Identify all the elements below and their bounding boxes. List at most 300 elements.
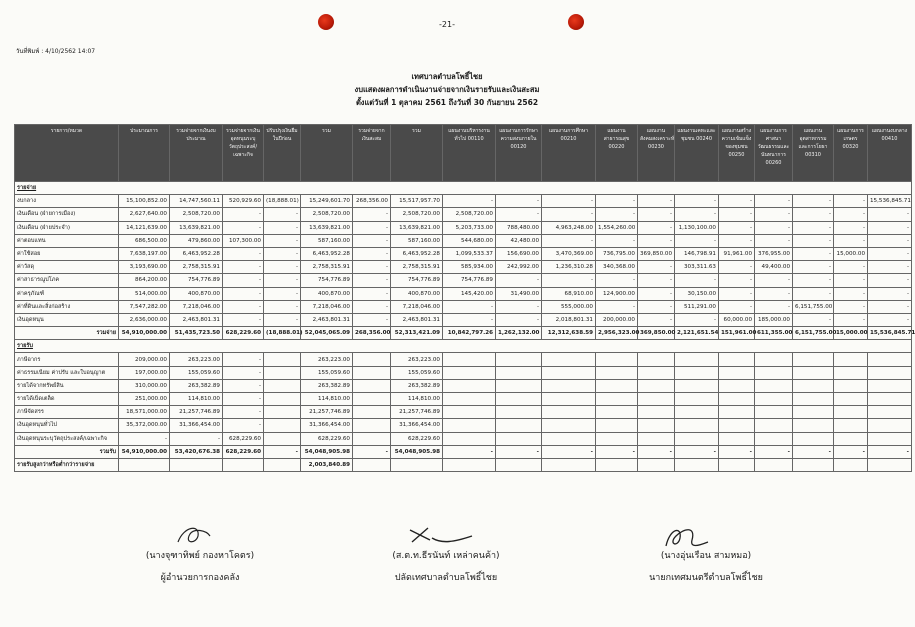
table-cell [353,458,391,471]
row-label: เงินอุดหนุน [15,313,119,326]
table-cell: 628,229.60 [223,327,264,340]
table-cell: 68,910.00 [542,287,596,300]
table-cell [264,366,301,379]
table-cell: 2,636,000.00 [119,313,170,326]
table-cell: - [638,313,675,326]
table-cell: 124,900.00 [596,287,638,300]
table-cell: - [596,208,638,221]
row-label: รายได้จากทรัพย์สิน [15,379,119,392]
table-cell: - [638,274,675,287]
table-cell: 10,842,797.26 [443,327,496,340]
table-cell [542,458,596,471]
table-cell [542,379,596,392]
table-cell: 479,860.00 [170,234,223,247]
table-cell: - [755,287,793,300]
column-header: รวม [301,125,353,182]
table-cell: - [264,287,301,300]
table-cell: - [353,247,391,260]
table-cell: - [596,234,638,247]
row-label: ค่าสาธารณูปโภค [15,274,119,287]
table-cell: 151,961.00 [719,327,755,340]
table-cell: - [542,208,596,221]
table-cell: 1,130,100.00 [675,221,719,234]
table-cell: 511,291.00 [675,300,719,313]
table-cell [755,353,793,366]
table-cell [264,379,301,392]
table-cell: 587,160.00 [301,234,353,247]
table-cell: 6,463,952.28 [170,247,223,260]
table-cell [834,353,868,366]
table-row [15,261,912,274]
table-cell: 310,000.00 [119,379,170,392]
table-cell: 263,382.89 [301,379,353,392]
row-label: ภาษีอากร [15,353,119,366]
table-cell [834,393,868,406]
table-cell: - [638,234,675,247]
table-cell: 587,160.00 [391,234,443,247]
table-cell: - [223,393,264,406]
table-cell: - [719,221,755,234]
table-cell: - [834,261,868,274]
table-cell: 686,500.00 [119,234,170,247]
table-cell [719,419,755,432]
table-cell: - [675,313,719,326]
table-cell: - [542,445,596,458]
table-cell: - [868,208,912,221]
table-cell [675,379,719,392]
table-cell: - [868,300,912,313]
table-cell: 1,554,260.00 [596,221,638,234]
table-cell: - [868,274,912,287]
table-cell: 520,929.60 [223,195,264,208]
table-row [15,274,912,287]
table-cell: - [755,300,793,313]
table-cell: 400,870.00 [301,287,353,300]
table-cell [793,379,834,392]
column-header: แผนงานสร้างความเข้มแข็งของชุมชน 00250 [719,125,755,182]
table-cell: - [223,247,264,260]
table-cell: - [264,221,301,234]
table-cell [793,406,834,419]
table-cell [755,458,793,471]
table-cell: - [353,445,391,458]
table-cell: - [353,208,391,221]
table-cell: 13,639,821.00 [391,221,443,234]
table-cell: - [638,208,675,221]
table-cell: 15,100,852.00 [119,195,170,208]
section-title: รายจ่าย [15,182,912,195]
table-cell: - [719,234,755,247]
table-cell: 31,366,454.00 [170,419,223,432]
table-cell: - [675,234,719,247]
table-cell: 209,000.00 [119,353,170,366]
table-cell [719,353,755,366]
table-cell: 2,018,801.31 [542,313,596,326]
table-cell: - [223,208,264,221]
table-cell [264,419,301,432]
table-cell [542,432,596,445]
table-row [15,195,912,208]
table-cell: 60,000.00 [719,313,755,326]
table-cell: - [223,406,264,419]
table-cell: - [443,300,496,313]
table-cell [391,458,443,471]
table-cell [496,379,542,392]
table-cell: 15,536,845.71 [868,195,912,208]
table-cell: - [638,195,675,208]
table-cell: 1,236,310.28 [542,261,596,274]
table-cell [496,419,542,432]
column-header: แผนงานสังคมสงเคราะห์ 00230 [638,125,675,182]
table-cell: 2,508,720.00 [170,208,223,221]
table-cell: 263,223.00 [391,353,443,366]
table-cell: 13,639,821.00 [301,221,353,234]
table-row [15,287,912,300]
column-header: ประมาณการ [119,125,170,182]
table-cell [223,458,264,471]
table-cell: - [264,247,301,260]
table-cell: 6,463,952.28 [391,247,443,260]
table-cell: - [223,419,264,432]
handwritten-signature [406,522,476,548]
table-cell [868,353,912,366]
table-cell: 15,249,601.70 [301,195,353,208]
table-cell: 155,059.60 [391,366,443,379]
table-cell: 263,382.89 [391,379,443,392]
column-header: รวม [391,125,443,182]
table-cell: 263,223.00 [170,353,223,366]
table-cell: 340,368.00 [596,261,638,274]
table-cell: 31,366,454.00 [391,419,443,432]
table-row [15,234,912,247]
row-label: ค่าใช้สอย [15,247,119,260]
expense-total-row [15,327,912,340]
table-cell: - [793,221,834,234]
table-cell: 31,490.00 [496,287,542,300]
table-cell: 15,000.00 [834,247,868,260]
table-cell: - [868,247,912,260]
table-cell: - [496,195,542,208]
table-cell: 2,758,315.91 [301,261,353,274]
table-cell: - [675,274,719,287]
table-cell [719,458,755,471]
table-cell: 7,547,282.00 [119,300,170,313]
table-cell: - [793,208,834,221]
surplus-row [15,458,912,471]
table-cell [542,406,596,419]
table-cell: 42,480.00 [496,234,542,247]
table-cell [638,458,675,471]
table-cell: - [223,274,264,287]
table-cell: (18,888.01) [264,195,301,208]
table-cell: - [793,287,834,300]
table-cell: 628,229.60 [223,445,264,458]
table-cell: 200,000.00 [596,313,638,326]
column-header: แผนงานสาธารณสุข 00220 [596,125,638,182]
table-cell: - [353,287,391,300]
table-cell: 30,150.00 [675,287,719,300]
section-title: รายรับ [15,340,912,353]
table-cell [868,366,912,379]
table-cell [353,366,391,379]
table-cell: 156,690.00 [496,247,542,260]
table-cell [496,432,542,445]
table-cell: 14,121,639.00 [119,221,170,234]
table-cell: 21,257,746.89 [391,406,443,419]
table-cell [868,458,912,471]
table-cell: 14,747,560.11 [170,195,223,208]
table-cell: - [443,313,496,326]
signature-block [0,522,894,622]
table-cell [443,406,496,419]
table-cell: 628,229.60 [301,432,353,445]
table-cell [675,366,719,379]
table-row [15,406,912,419]
table-cell: 197,000.00 [119,366,170,379]
table-cell [793,419,834,432]
table-cell: 268,356.00 [353,327,391,340]
table-cell: - [755,274,793,287]
column-header: แผนงานการรักษาความสงบภายใน 00120 [496,125,542,182]
row-label: งบกลาง [15,195,119,208]
page-number: -21- [439,20,455,29]
column-header: แผนงานบริหารงานทั่วไป 00110 [443,125,496,182]
print-date: วันที่พิมพ์ : 4/10/2562 14:07 [16,48,96,55]
table-cell [542,393,596,406]
table-cell [119,458,170,471]
table-cell: - [264,274,301,287]
table-cell: - [264,208,301,221]
table-cell [264,393,301,406]
table-cell [868,419,912,432]
table-cell [675,432,719,445]
income-total-row [15,445,912,458]
table-cell: - [353,234,391,247]
table-cell [496,353,542,366]
table-cell [353,393,391,406]
table-cell: - [596,300,638,313]
table-cell [443,379,496,392]
table-cell: 21,257,746.89 [301,406,353,419]
table-cell [596,393,638,406]
row-label: รวมจ่าย [15,327,119,340]
table-cell [443,366,496,379]
column-header: ปรับปรุงเงินยืมในปีก่อน [264,125,301,182]
table-cell: 2,627,640.00 [119,208,170,221]
table-cell: 155,059.60 [170,366,223,379]
table-cell: 268,356.00 [353,195,391,208]
table-header [15,125,912,182]
table-cell: - [834,287,868,300]
table-cell: 628,229.60 [391,432,443,445]
table-row [15,208,912,221]
column-header: แผนงานงบกลาง 00410 [868,125,912,182]
column-header: แผนงานเคหะและชุมชน 00240 [675,125,719,182]
table-cell: - [675,208,719,221]
table-cell [834,458,868,471]
table-cell: 6,151,755.00 [793,300,834,313]
table-cell [542,419,596,432]
table-cell [638,366,675,379]
table-cell: - [755,234,793,247]
table-cell: - [353,274,391,287]
table-cell: - [496,274,542,287]
signature-mayor [596,522,816,584]
table-cell [755,406,793,419]
table-cell: - [868,234,912,247]
table-cell [719,379,755,392]
row-label: เงินเดือน (ฝ่ายการเมือง) [15,208,119,221]
report-period: ตั้งแต่วันที่ 1 ตุลาคม 2561 ถึงวันที่ 30 กันยายน 2562 [355,98,539,107]
table-cell [834,432,868,445]
report-title-block [0,70,894,109]
table-cell: 114,810.00 [170,393,223,406]
table-cell: - [596,445,638,458]
table-cell [596,432,638,445]
table-cell [596,366,638,379]
table-cell: 31,366,454.00 [301,419,353,432]
table-cell: 2,463,801.31 [391,313,443,326]
table-cell: - [223,287,264,300]
table-cell: 114,810.00 [391,393,443,406]
table-cell [638,379,675,392]
table-cell: - [834,274,868,287]
table-cell: - [719,274,755,287]
column-header: รวมจ่ายจากเงินงบประมาณ [170,125,223,182]
table-cell [834,406,868,419]
table-cell [755,379,793,392]
table-cell [638,353,675,366]
table-cell [596,379,638,392]
table-cell: - [496,208,542,221]
table-cell: - [793,445,834,458]
column-header: แผนงานการเกษตร 00320 [834,125,868,182]
table-cell: 2,758,315.91 [391,261,443,274]
row-label: รวมรับ [15,445,119,458]
table-cell: - [719,208,755,221]
table-cell: - [496,313,542,326]
table-cell: - [719,195,755,208]
table-cell [675,419,719,432]
table-cell: - [542,274,596,287]
table-cell: - [353,221,391,234]
table-cell [353,406,391,419]
table-cell: 2,956,323.00 [596,327,638,340]
table-cell: 369,850.00 [638,327,675,340]
row-label: เงินเดือน (ฝ่ายประจำ) [15,221,119,234]
table-cell [793,432,834,445]
table-cell: 376,955.00 [755,247,793,260]
table-cell [868,379,912,392]
table-cell [755,366,793,379]
table-row [15,221,912,234]
table-cell: - [868,313,912,326]
table-cell: 7,638,197.00 [119,247,170,260]
table-cell [542,366,596,379]
table-cell: 5,203,733.00 [443,221,496,234]
table-cell: - [638,300,675,313]
table-row [15,300,912,313]
table-cell: - [793,195,834,208]
row-label: รายรับสูงกว่าหรือต่ำกว่ารายจ่าย [15,458,119,471]
table-row [15,353,912,366]
table-cell: 242,992.00 [496,261,542,274]
table-cell: - [264,300,301,313]
table-cell [496,393,542,406]
table-cell: 6,151,755.00 [793,327,834,340]
org-title: เทศบาลตำบลโพธิ์ไชย [411,72,483,81]
table-cell: 628,229.60 [223,432,264,445]
table-cell: - [755,208,793,221]
table-cell: - [638,261,675,274]
table-cell: 13,639,821.00 [170,221,223,234]
signature-finance-director [90,522,310,584]
table-cell: 754,776.89 [443,274,496,287]
table-cell: - [755,221,793,234]
table-cell [834,379,868,392]
table-cell: - [596,195,638,208]
row-label: ค่าที่ดินและสิ่งก่อสร้าง [15,300,119,313]
table-cell: - [443,445,496,458]
row-label: รายได้เบ็ดเตล็ด [15,393,119,406]
handwritten-signature [656,522,716,552]
table-cell: - [264,261,301,274]
signer-name: (ส.ต.ท.ธีรนันท์ เหล่าคนค้า) [392,551,500,561]
signer-position: ปลัดเทศบาลตำบลโพธิ์ไชย [394,573,498,583]
table-cell: - [542,195,596,208]
table-cell: 3,193,690.00 [119,261,170,274]
table-cell: 155,059.60 [301,366,353,379]
section-header-row [15,340,912,353]
table-cell: 251,000.00 [119,393,170,406]
table-cell: 514,000.00 [119,287,170,300]
table-cell: - [834,208,868,221]
table-cell: 754,776.89 [170,274,223,287]
table-cell [443,353,496,366]
column-header: แผนงานการศึกษา 00210 [542,125,596,182]
row-label: ภาษีจัดสรร [15,406,119,419]
row-label: ค่าตอบแทน [15,234,119,247]
table-cell [719,393,755,406]
table-cell: - [353,300,391,313]
table-cell: - [496,445,542,458]
signer-name: (นางอุ่นเรือน สามหมอ) [660,551,752,561]
table-cell: 3,470,369.00 [542,247,596,260]
table-cell [793,353,834,366]
table-cell: 2,121,651.54 [675,327,719,340]
table-cell: - [353,261,391,274]
table-cell: 7,218,046.00 [301,300,353,313]
table-cell: - [264,445,301,458]
table-cell: - [638,287,675,300]
table-row [15,393,912,406]
table-cell: 754,776.89 [391,274,443,287]
table-cell: - [755,195,793,208]
table-cell [793,366,834,379]
table-cell [496,458,542,471]
table-cell: 15,000.00 [834,327,868,340]
column-header: รวมจ่ายจากเงินสะสม [353,125,391,182]
table-cell: - [264,234,301,247]
table-row [15,366,912,379]
table-row [15,379,912,392]
table-cell: 736,795.00 [596,247,638,260]
table-cell: 145,420.00 [443,287,496,300]
table-cell: 54,048,905.98 [391,445,443,458]
table-cell: 611,355.00 [755,327,793,340]
table-cell: - [868,287,912,300]
table-cell: 303,311.63 [675,261,719,274]
